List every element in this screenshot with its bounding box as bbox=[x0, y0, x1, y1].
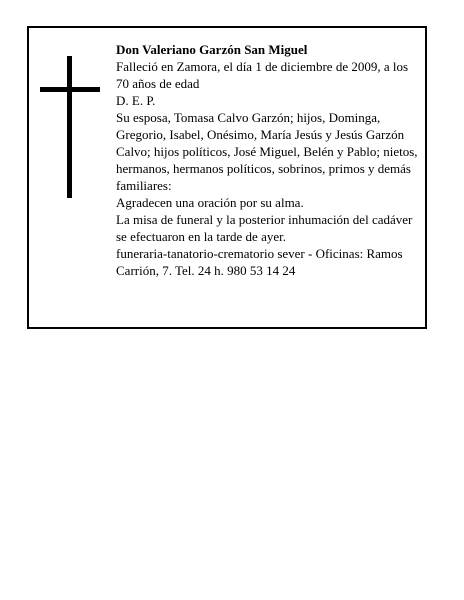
cross-icon bbox=[40, 56, 100, 198]
funeral-home-info: funeraria-tanatorio-crematorio sever - Oficinas: Ramos Carrión, 7. Tel. 24 h. 980 53 14 24 bbox=[116, 246, 403, 278]
funeral-info: La misa de funeral y la posterior inhumación del cadáver se efectuaron en la tarde de ayer. bbox=[116, 212, 413, 244]
prayer-line: Agradecen una oración por su alma. bbox=[116, 195, 304, 210]
obituary-text bbox=[116, 41, 424, 279]
cross-horizontal-bar bbox=[40, 87, 100, 92]
obituary-notice bbox=[27, 26, 427, 329]
death-info: Falleció en Zamora, el día 1 de diciembre de 2009, a los 70 años de edad bbox=[116, 59, 409, 91]
cross-vertical-bar bbox=[67, 56, 72, 198]
rip-line: D. E. P. bbox=[116, 93, 156, 108]
deceased-name: Don Valeriano Garzón San Miguel bbox=[116, 42, 308, 57]
family-list: Su esposa, Tomasa Calvo Garzón; hijos, Dominga, Gregorio, Isabel, Onésimo, María Jesús y Jesús Garzón Calvo; hijos políticos, José Miguel, Belén y Pablo; nietos, hermanos, hermanos políticos, sobrinos, primos y demás familiares: bbox=[116, 110, 418, 193]
